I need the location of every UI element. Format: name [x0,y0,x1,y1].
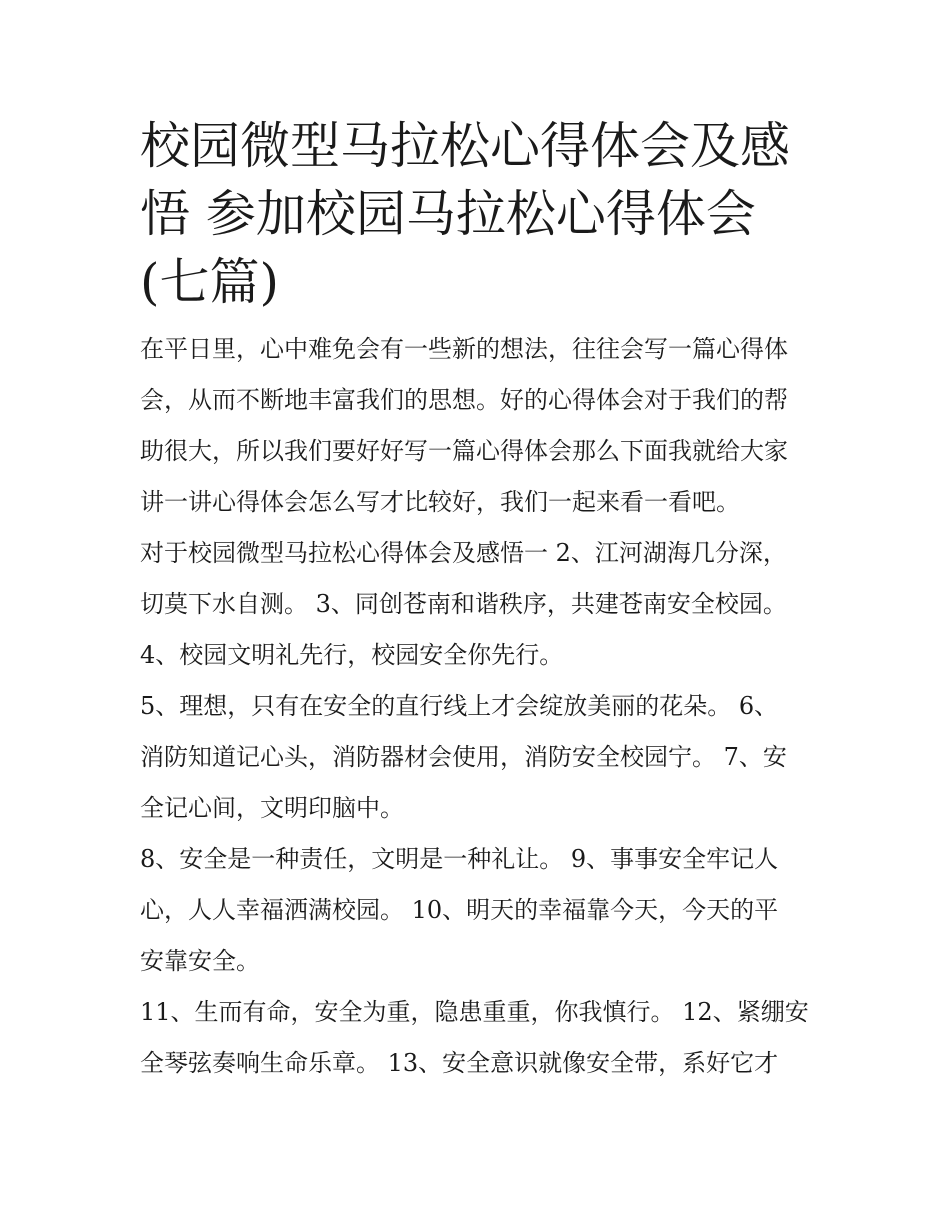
text-line: 全琴弦奏响生命乐章。 13、安全意识就像安全带，系好它才 [140,1049,779,1077]
text-line: 4、校园文明礼先行，校园安全你先行。 [140,641,564,669]
text-line: 8、安全是一种责任，文明是一种礼让。 9、事事安全牢记人 [140,845,779,873]
text-line: 助很大，所以我们要好好写一篇心得体会那么下面我就给大家 [140,437,788,465]
document-content [140,112,820,1089]
document-title [140,112,820,316]
paragraph [140,681,820,834]
text-line: 讲一讲心得体会怎么写才比较好，我们一起来看一看吧。 [140,488,740,516]
text-line: 心，人人幸福洒满校园。 10、明天的幸福靠今天，今天的平 [140,896,779,924]
text-line: 切莫下水自测。 3、同创苍南和谐秩序，共建苍南安全校园。 [140,590,787,618]
text-line: 消防知道记心头，消防器材会使用，消防安全校园宁。 7、安 [140,743,787,771]
paragraph-intro [140,324,820,528]
title-line: (七篇) [140,253,280,311]
text-line: 在平日里，心中难免会有一些新的想法，往往会写一篇心得体 [140,335,788,363]
paragraph [140,987,820,1089]
paragraph [140,630,820,681]
text-line: 5、理想，只有在安全的直行线上才会绽放美丽的花朵。 6、 [140,692,779,720]
paragraph [140,528,820,630]
text-line: 会，从而不断地丰富我们的思想。好的心得体会对于我们的帮 [140,386,788,414]
title-line: 悟 参加校园马拉松心得体会 [140,185,756,243]
text-line: 全记心间，文明印脑中。 [140,794,404,822]
text-line: 安靠安全。 [140,947,260,975]
title-line: 校园微型马拉松心得体会及感 [140,117,790,175]
paragraph [140,834,820,987]
text-line: 对于校园微型马拉松心得体会及感悟一 2、江河湖海几分深， [140,539,787,567]
text-line: 11、生而有命，安全为重，隐患重重，你我慎行。 12、紧绷安 [140,998,809,1026]
